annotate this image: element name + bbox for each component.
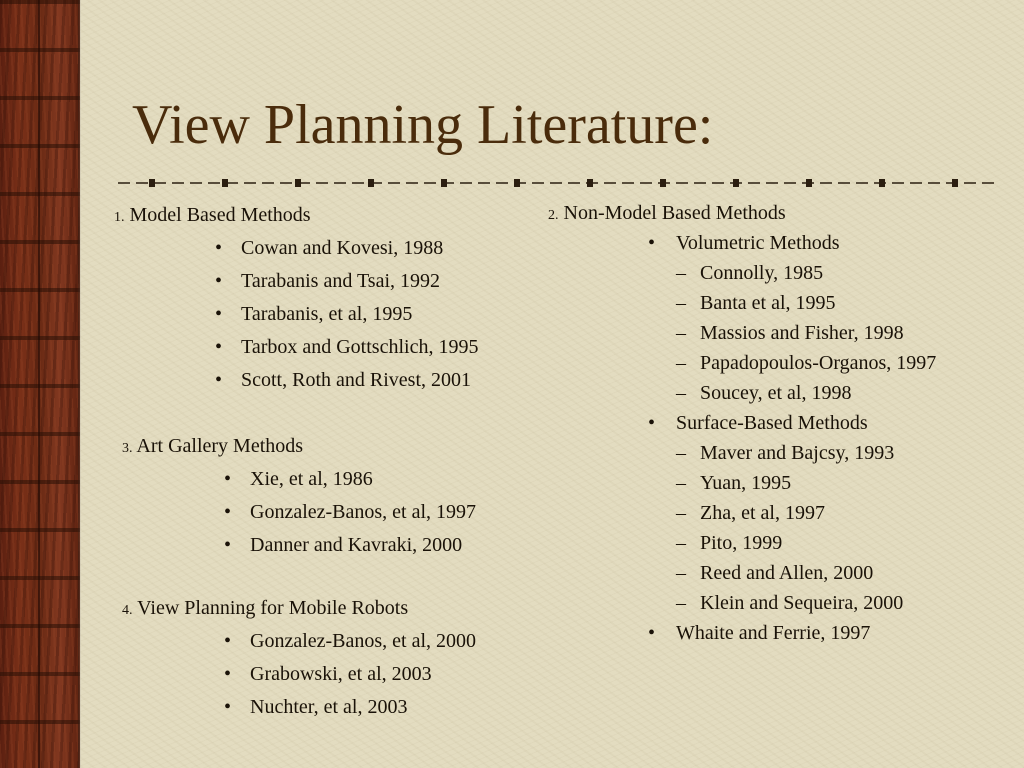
dash-icon: – <box>676 592 686 614</box>
dash-icon: – <box>676 292 686 314</box>
bullet-icon: • <box>215 369 223 391</box>
list-subitem: – Maver and Bajcsy, 1993 <box>648 438 1018 468</box>
divider-marker <box>368 179 374 187</box>
bullet-icon: • <box>224 630 232 652</box>
divider-marker <box>952 179 958 187</box>
bullet-icon: • <box>215 270 223 292</box>
dash-icon: – <box>676 562 686 584</box>
section-nonmodel-heading <box>548 202 786 225</box>
section-title: View Planning for Mobile Robots <box>137 597 409 619</box>
list-subitem: – Klein and Sequeira, 2000 <box>648 588 1018 618</box>
list-subitem: – Papadopoulos-Organos, 1997 <box>648 348 1018 378</box>
divider-marker <box>660 179 666 187</box>
list-subitem: – Massios and Fisher, 1998 <box>648 318 1018 348</box>
divider-marker <box>222 179 228 187</box>
dash-icon: – <box>676 442 686 464</box>
bullet-icon: • <box>215 336 223 358</box>
section-number: 3. <box>122 441 133 456</box>
bullet-icon: • <box>224 696 232 718</box>
dash-icon: – <box>676 532 686 554</box>
bullet-icon: • <box>224 663 232 685</box>
divider-marker <box>149 179 155 187</box>
divider-marker <box>441 179 447 187</box>
dash-icon: – <box>676 322 686 344</box>
list-item-surface: • Surface-Based Methods <box>648 408 1018 438</box>
list-subitem: – Soucey, et al, 1998 <box>648 378 1018 408</box>
section-number: 1. <box>114 210 125 225</box>
list-item-other: • Whaite and Ferrie, 1997 <box>648 618 1018 648</box>
dash-icon: – <box>676 472 686 494</box>
list-subitem: – Connolly, 1985 <box>648 258 1018 288</box>
title-divider <box>118 176 994 190</box>
dash-icon: – <box>676 502 686 524</box>
bullet-icon: • <box>224 534 232 556</box>
section-model-heading <box>114 204 311 227</box>
dash-icon: – <box>676 382 686 404</box>
list-subitem: – Pito, 1999 <box>648 528 1018 558</box>
divider-marker <box>879 179 885 187</box>
bullet-icon: • <box>648 622 656 644</box>
list-subitem: – Reed and Allen, 2000 <box>648 558 1018 588</box>
strip-edge <box>78 0 81 768</box>
dash-icon: – <box>676 352 686 374</box>
list-subitem: – Banta et al, 1995 <box>648 288 1018 318</box>
section-number: 2. <box>548 208 559 223</box>
slide-title: View Planning Literature: <box>132 94 714 156</box>
bullet-icon: • <box>224 468 232 490</box>
section-mobile-heading <box>122 597 408 620</box>
list-subitem: – Zha, et al, 1997 <box>648 498 1018 528</box>
section-number: 4. <box>122 603 133 618</box>
dash-icon: – <box>676 262 686 284</box>
section-title: Non-Model Based Methods <box>563 202 786 224</box>
bullet-icon: • <box>648 232 656 254</box>
divider-marker <box>514 179 520 187</box>
list-item-volumetric: • Volumetric Methods <box>648 228 1018 258</box>
wood-texture-strip <box>0 0 80 768</box>
section-title: Art Gallery Methods <box>136 435 304 457</box>
divider-marker <box>587 179 593 187</box>
divider-marker <box>295 179 301 187</box>
bullet-icon: • <box>215 237 223 259</box>
section-title: Model Based Methods <box>129 204 311 226</box>
section-gallery-heading <box>122 435 303 458</box>
bullet-icon: • <box>215 303 223 325</box>
divider-marker <box>806 179 812 187</box>
list-subitem: – Yuan, 1995 <box>648 468 1018 498</box>
non-model-list <box>648 228 1018 648</box>
divider-marker <box>733 179 739 187</box>
bullet-icon: • <box>224 501 232 523</box>
bullet-icon: • <box>648 412 656 434</box>
